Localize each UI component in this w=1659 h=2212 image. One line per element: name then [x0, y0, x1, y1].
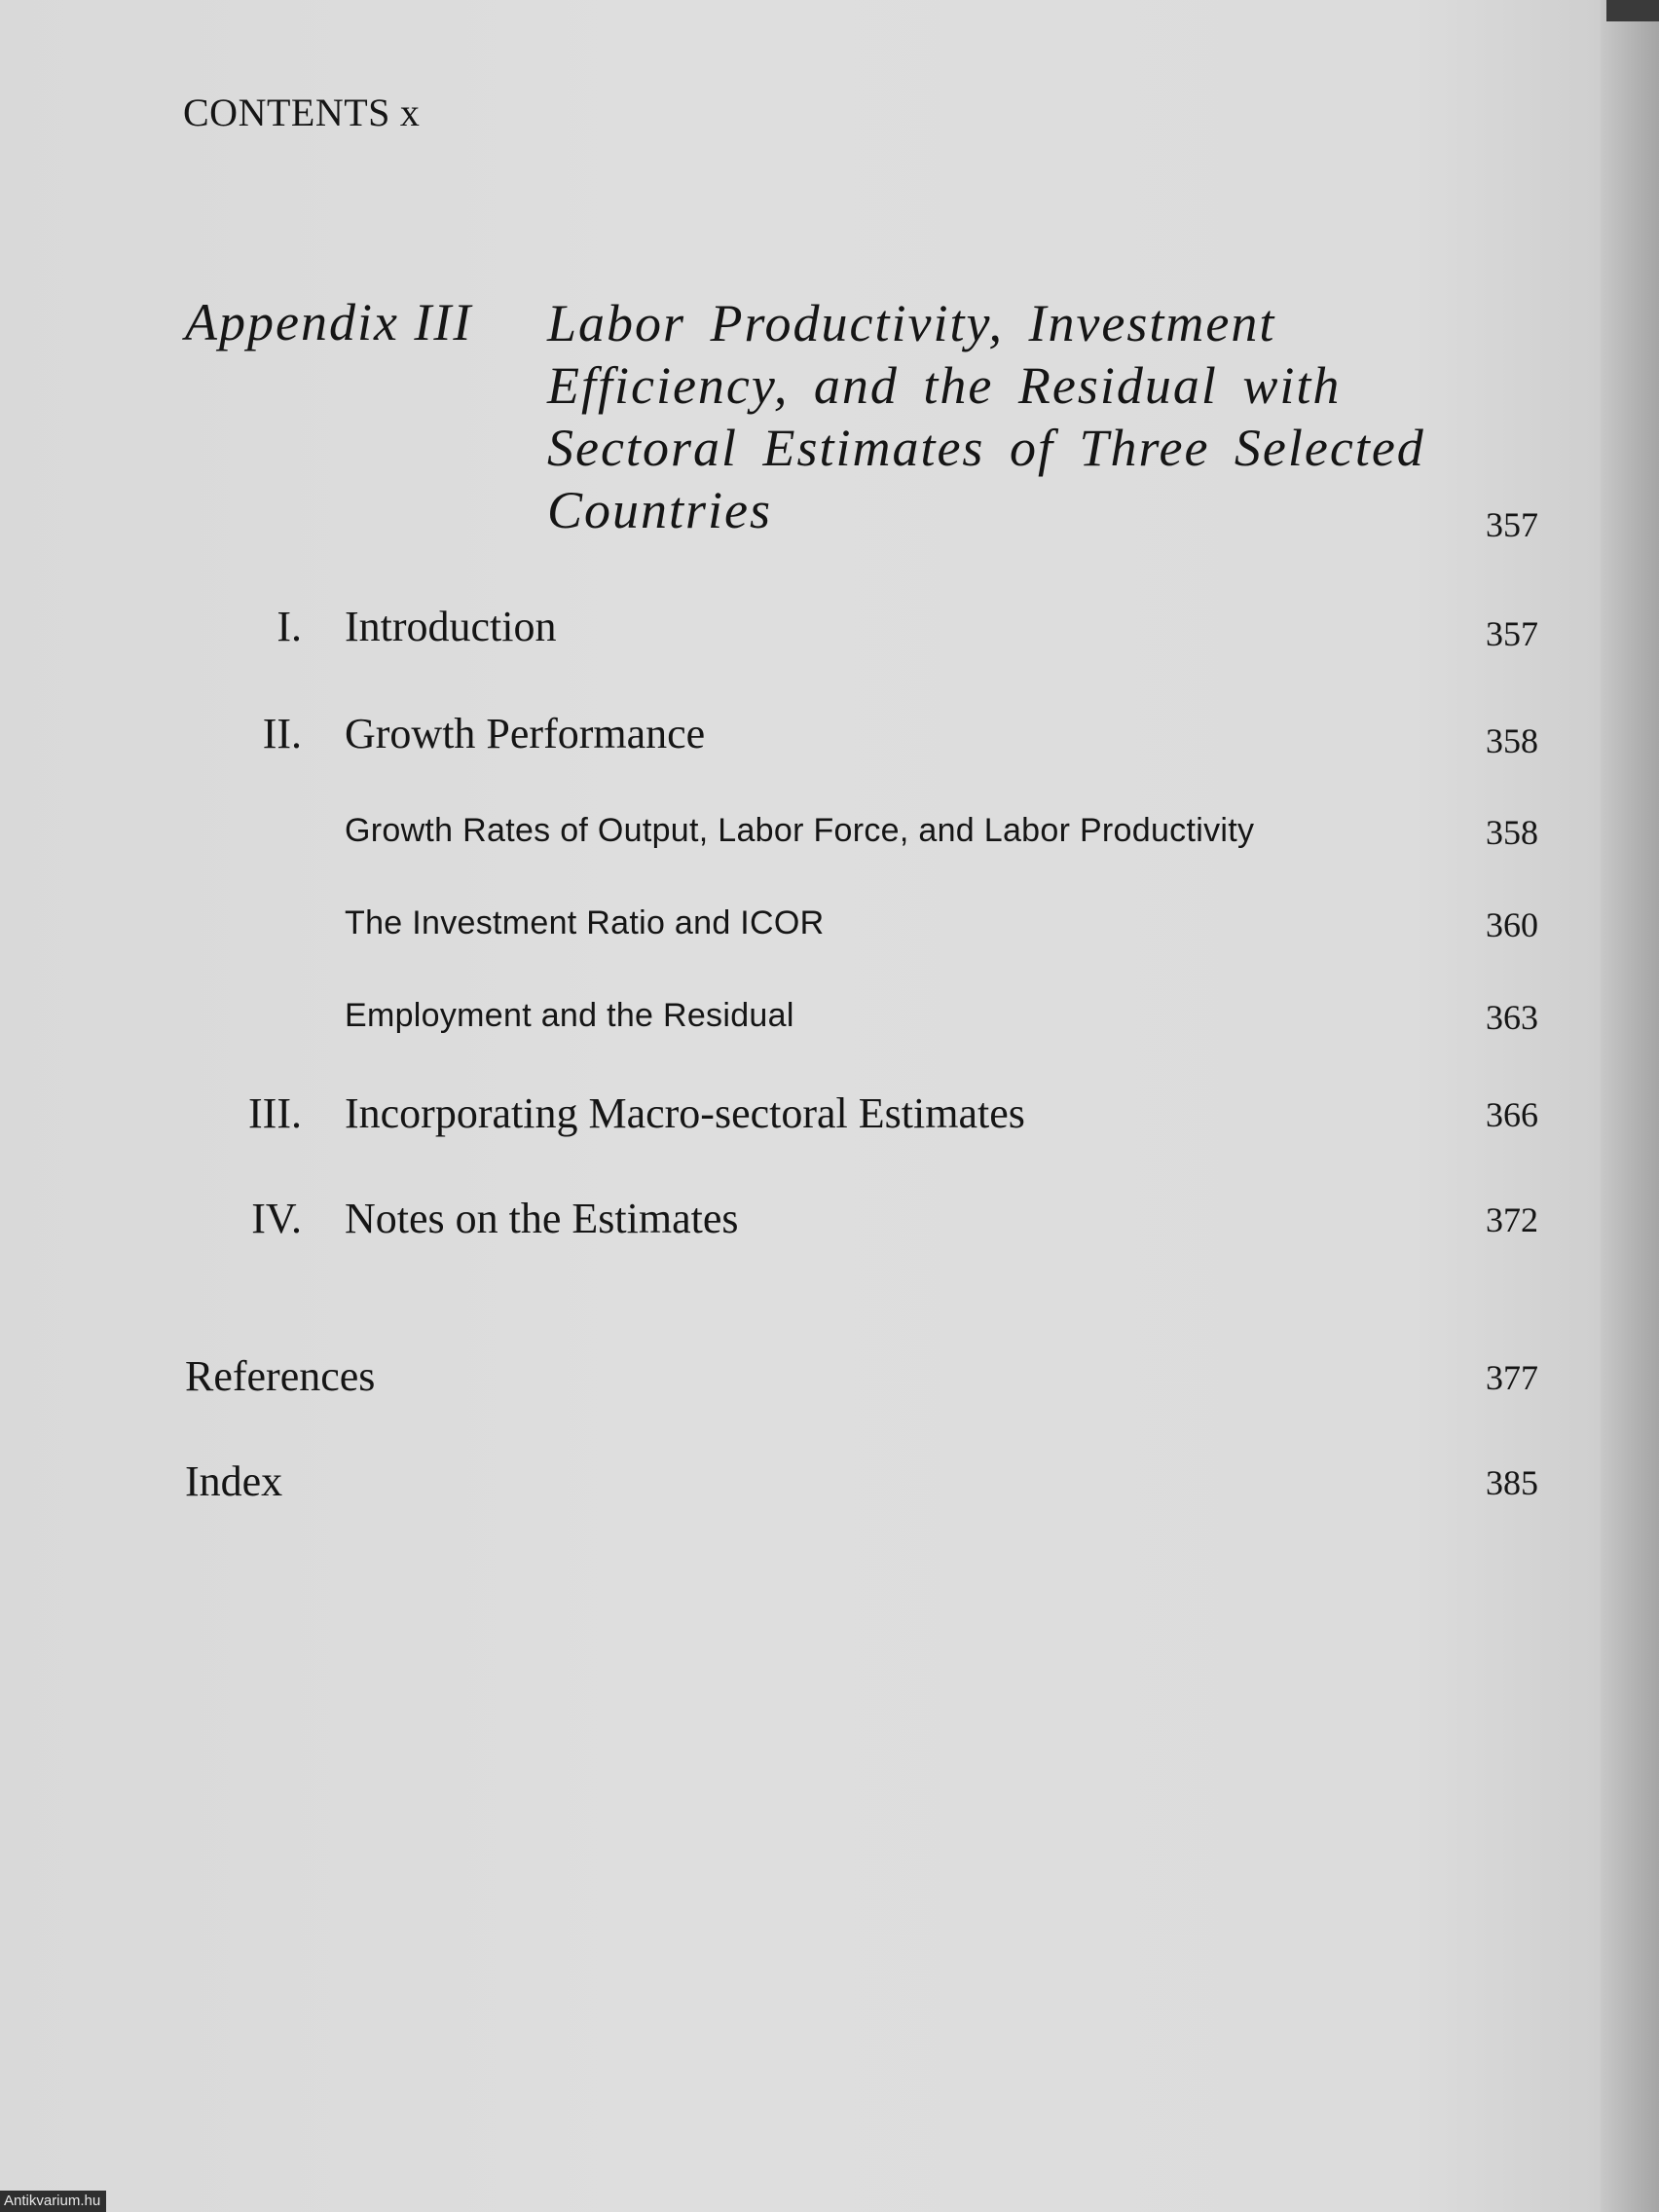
section-numeral: III.	[248, 1089, 302, 1137]
section-title: Growth Performance	[345, 710, 706, 757]
appendix-page-number: 357	[1486, 505, 1538, 544]
section-title: Introduction	[345, 603, 557, 650]
section-page-number: 358	[1486, 721, 1538, 760]
section-numeral: IV.	[251, 1195, 302, 1242]
section-page-number: 372	[1486, 1200, 1538, 1239]
watermark: Antikvarium.hu	[0, 2191, 106, 2212]
page-edge-shadow	[1606, 0, 1659, 21]
subsection-page-number: 363	[1486, 998, 1538, 1037]
appendix-label: Appendix III	[185, 293, 473, 351]
index-entry: Index	[185, 1457, 283, 1505]
section-page-number: 366	[1486, 1095, 1538, 1134]
appendix-title-line: Labor Productivity, Investment	[547, 294, 1276, 352]
appendix-title-line: Sectoral Estimates of Three Selected	[547, 419, 1425, 477]
section-page-number: 357	[1486, 614, 1538, 653]
appendix-title-line: Efficiency, and the Residual with	[547, 356, 1342, 415]
section-title: Notes on the Estimates	[345, 1195, 739, 1242]
header-label: CONTENTS	[183, 91, 390, 134]
section-numeral: I.	[276, 603, 302, 650]
running-header	[183, 90, 420, 135]
section-title: Incorporating Macro-sectoral Estimates	[345, 1089, 1025, 1137]
header-page-number: x	[399, 91, 421, 134]
page-edge	[1601, 0, 1659, 2212]
appendix-title-line: Countries	[547, 481, 773, 539]
appendix-title	[547, 292, 1453, 541]
subsection-page-number: 360	[1486, 905, 1538, 944]
references-entry: References	[185, 1352, 376, 1400]
subsection-title: The Investment Ratio and ICOR	[345, 904, 825, 941]
subsection-title: Growth Rates of Output, Labor Force, and Labor Productivity	[345, 812, 1255, 849]
index-page-number: 385	[1486, 1463, 1538, 1502]
subsection-page-number: 358	[1486, 813, 1538, 852]
subsection-title: Employment and the Residual	[345, 997, 794, 1034]
section-numeral: II.	[262, 710, 302, 757]
references-page-number: 377	[1486, 1358, 1538, 1397]
